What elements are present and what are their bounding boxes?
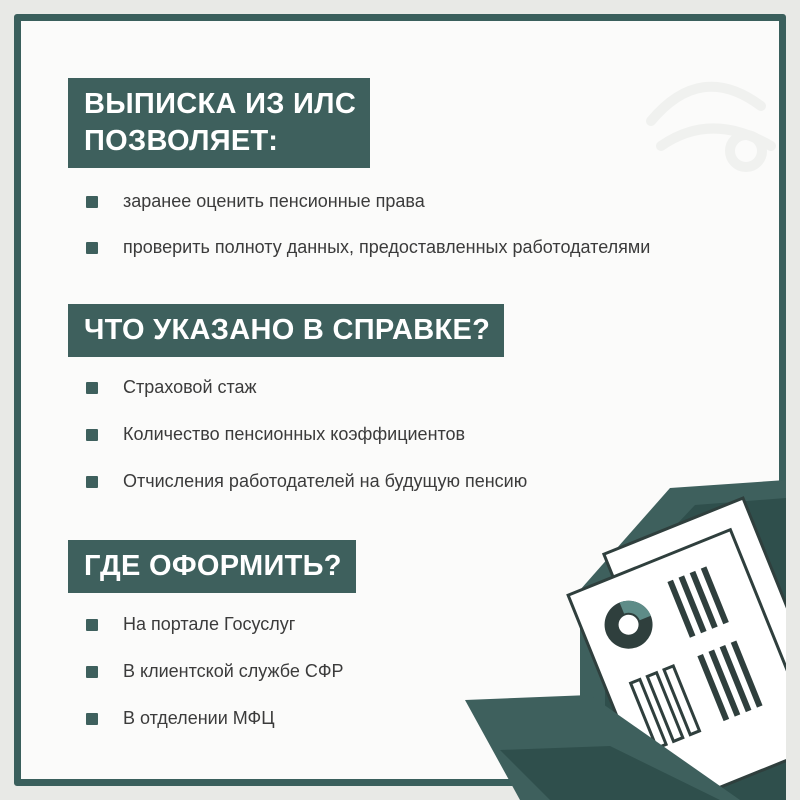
heading-line: ЧТО УКАЗАНО В СПРАВКЕ? <box>84 314 491 346</box>
section-where-to-get <box>68 540 356 593</box>
list-item <box>86 661 344 682</box>
square-bullet-icon <box>86 619 98 631</box>
square-bullet-icon <box>86 382 98 394</box>
section-ils-allows <box>68 78 370 168</box>
list-item <box>86 424 465 445</box>
square-bullet-icon <box>86 713 98 725</box>
section-heading <box>68 304 504 357</box>
list-item <box>86 237 650 258</box>
square-bullet-icon <box>86 666 98 678</box>
heading-line: ГДЕ ОФОРМИТЬ? <box>84 550 342 582</box>
list-item <box>86 191 425 212</box>
square-bullet-icon <box>86 429 98 441</box>
section-heading <box>68 540 356 593</box>
list-item-text: заранее оценить пенсионные права <box>123 191 425 211</box>
square-bullet-icon <box>86 476 98 488</box>
heading-line: ПОЗВОЛЯЕТ: <box>84 125 279 157</box>
folder-documents-illustration <box>440 470 786 800</box>
list-item-text: Отчисления работодателей на будущую пенсию <box>123 471 528 491</box>
list-item-text: В отделении МФЦ <box>123 708 275 728</box>
list-item-text: В клиентской службе СФР <box>123 661 344 681</box>
list-item-text: Страховой стаж <box>123 377 257 397</box>
list-item-text: проверить полноту данных, предоставленных работодателями <box>123 237 651 257</box>
square-bullet-icon <box>86 196 98 208</box>
section-heading <box>68 78 370 168</box>
list-item <box>86 377 257 398</box>
list-item <box>86 708 275 729</box>
stamp-watermark-icon <box>621 51 786 181</box>
square-bullet-icon <box>86 242 98 254</box>
list-item-text: Количество пенсионных коэффициентов <box>123 424 466 444</box>
heading-line: ВЫПИСКА ИЗ ИЛС <box>84 88 357 120</box>
list-item-text: На портале Госуслуг <box>123 614 296 634</box>
list-item <box>86 614 295 635</box>
section-certificate-contents <box>68 304 504 357</box>
